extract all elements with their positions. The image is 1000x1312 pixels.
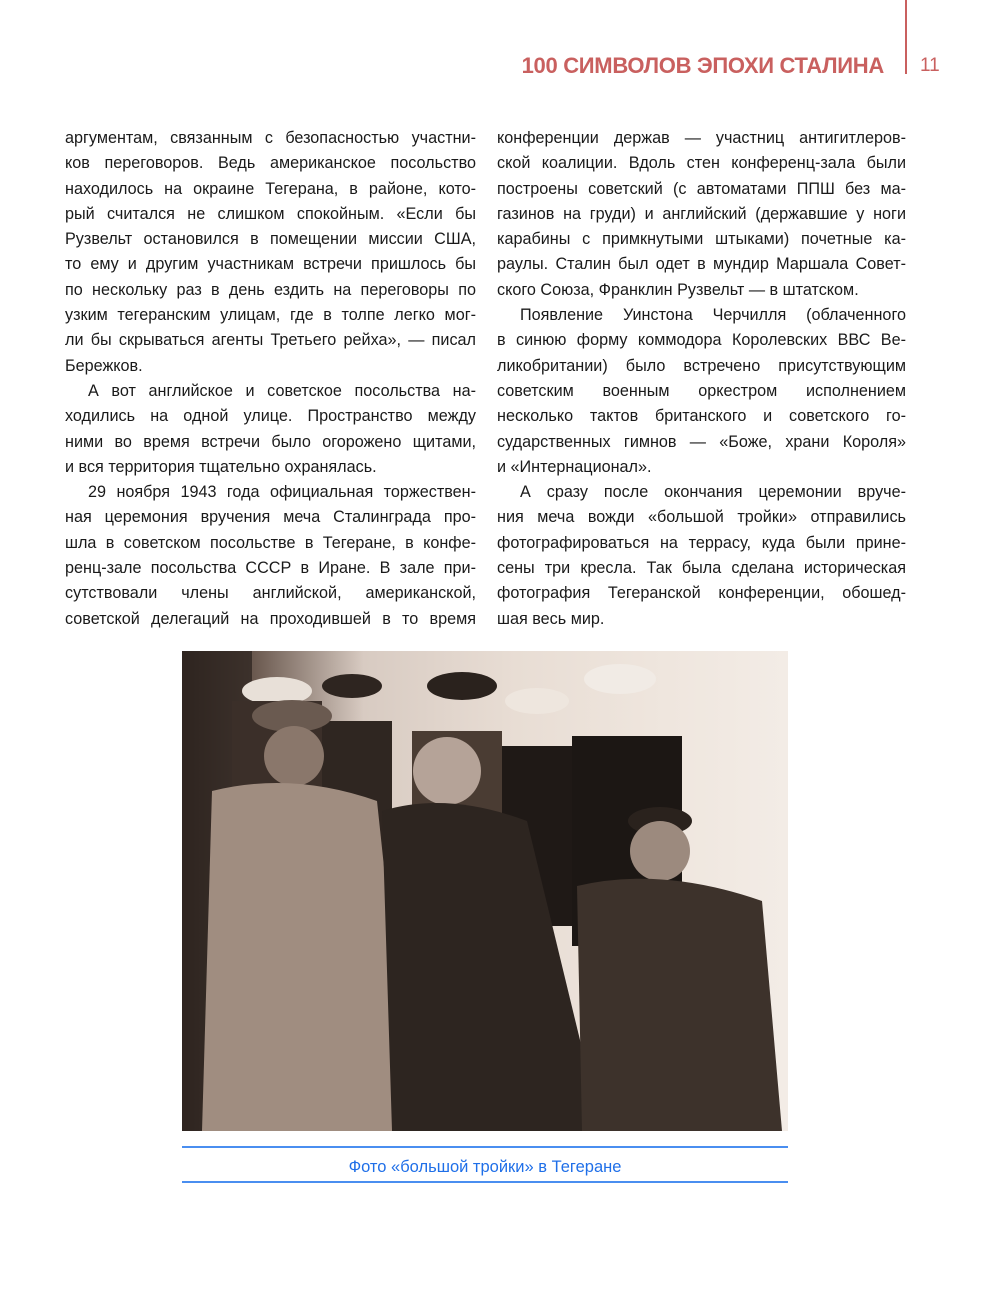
text-line: ходились на одной улице. Пространство между (65, 407, 476, 426)
caption-rule-top (182, 1146, 788, 1148)
text-line: советским военным оркестром исполнением (497, 381, 906, 400)
text-line: ренц-зале посольства СССР в Иране. В зале при- (65, 559, 476, 578)
photo-big-three-tehran (182, 651, 788, 1131)
text-line: сутствовали члены английской, американской, (65, 584, 476, 603)
text-line: ними во время встречи было огорожено щитами, (65, 432, 476, 451)
text-line: в синюю форму коммодора Королевских ВВС Ве- (497, 331, 906, 350)
text-line: и «Интернационал». (497, 457, 652, 476)
text-column-left (65, 126, 476, 632)
text-line: фотографироваться на террасу, куда были прине- (497, 533, 906, 552)
text-line: сударственных гимнов — «Боже, храни Короля» (497, 432, 906, 451)
text-line: 29 ноября 1943 года официальная торжествен- (88, 483, 476, 502)
caption-rule-bottom (182, 1181, 788, 1183)
text-line: советской делегаций на проходившей в то время (65, 609, 476, 628)
text-line: аргументам, связанным с безопасностью участни- (65, 129, 476, 147)
text-line: узким тегеранским улицам, где в толпе легко мог- (65, 306, 476, 325)
text-line: ния меча вожди «большой тройки» отправились (497, 508, 906, 527)
text-line: находилось на окраине Тегерана, в районе, кото- (65, 179, 476, 198)
text-line: газинов на груди) и английский (державшие у ноги (497, 204, 906, 223)
text-line: то ему и другим участникам встречи пришлось бы (65, 255, 476, 274)
text-line: шла в советском посольстве в Тегеране, в конфе- (65, 533, 476, 552)
header-vertical-rule (905, 0, 907, 74)
text-line: и вся территория тщательно охранялась. (65, 457, 377, 476)
text-line: ная церемония вручения меча Сталинграда про- (65, 508, 476, 527)
page-number: 11 (920, 55, 940, 76)
text-line: Рузвельт остановился в помещении миссии США, (65, 230, 476, 249)
text-line: ского Союза, Франклин Рузвельт — в штатском. (497, 280, 859, 299)
photo-caption: Фото «большой тройки» в Тегеране (348, 1158, 622, 1176)
text-line: ли бы скрываться агенты Третьего рейха», — писал (65, 331, 476, 350)
text-line: А вот английское и советское посольства на- (88, 381, 476, 400)
text-line: ков переговоров. Ведь американское посольство (65, 154, 476, 173)
text-line: Появление Уинстона Черчилля (облаченного (520, 306, 906, 325)
text-column-right (497, 126, 906, 632)
text-line: Бережков. (65, 356, 143, 375)
text-line: построены советский (с автоматами ППШ без ма- (497, 179, 906, 198)
text-line: несколько тактов британского и советского го- (497, 407, 906, 426)
text-line: ской коалиции. Вдоль стен конференц-зала были (497, 154, 906, 173)
text-line: ликобритании) было встречено присутствующим (497, 356, 906, 375)
text-line: фотография Тегеранской конференции, обошед- (497, 584, 906, 603)
text-line: конференции держав — участниц антигитлеров- (497, 129, 906, 147)
text-line: карабины с примкнутыми штыками) почетные ка- (497, 230, 906, 249)
text-line: сены три кресла. Так была сделана историческая (497, 559, 906, 578)
text-line: по нескольку раз в день ездить на переговоры по (65, 280, 476, 299)
text-line: рый считался не слишком спокойным. «Если бы (65, 204, 476, 223)
text-line: А сразу после окончания церемонии вруче- (520, 483, 906, 502)
text-line: раулы. Сталин был одет в мундир Маршала Совет- (497, 255, 906, 274)
text-line: шая весь мир. (497, 609, 605, 628)
running-title: 100 СИМВОЛОВ ЭПОХИ СТАЛИНА (521, 53, 884, 78)
